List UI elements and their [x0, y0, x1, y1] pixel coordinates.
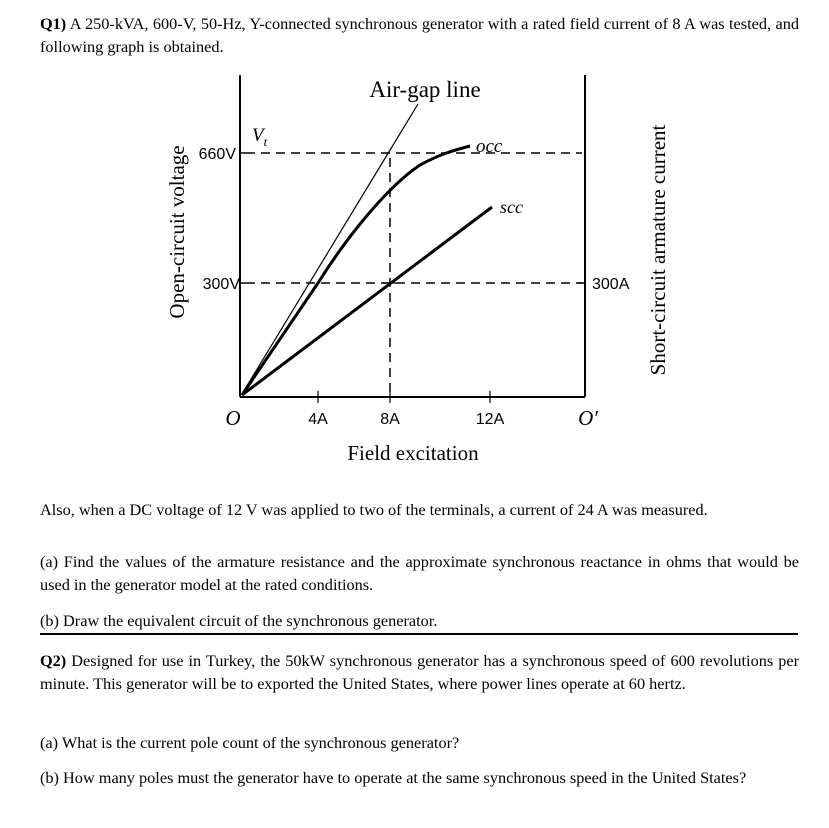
occ-label: occ — [476, 136, 503, 157]
q2-part-a: (a) What is the current pole count of the synchronous generator? — [40, 733, 460, 752]
q1-part-b: (b) Draw the equivalent circuit of the synchronous generator. — [40, 611, 438, 630]
occ-curve — [242, 146, 470, 395]
vt-label — [252, 125, 268, 149]
q2-label: Q2) — [40, 651, 67, 670]
q2-text: Designed for use in Turkey, the 50kW synchronous generator has a synchronous speed of 600 revolutions per minute. This generator will be to exported the United States, where power lines operate at 60 hertz. — [40, 651, 799, 693]
section-divider — [40, 633, 798, 635]
tick-label-12a: 12A — [475, 411, 505, 428]
q2-part-b: (b) How many poles must the generator have to operate at the same synchronous speed in the United States? — [40, 768, 747, 787]
scc-line — [242, 207, 492, 395]
vt-sub: t — [263, 134, 268, 149]
q1-text: A 250-kVA, 600-V, 50-Hz, Y-connected synchronous generator with a rated field current of 8 A was tested, and following graph is obtained. — [40, 14, 799, 56]
air-gap-label: Air-gap line — [369, 77, 481, 102]
q1-label: Q1) — [40, 14, 67, 33]
vt-main: V — [252, 125, 264, 146]
label-660v: 660V — [198, 146, 236, 163]
dc-test-paragraph: Also, when a DC voltage of 12 V was applied to two of the terminals, a current of 24 A was measured. — [40, 500, 708, 519]
scc-label: scc — [500, 197, 523, 217]
label-300a: 300A — [592, 276, 630, 293]
y-axis-title-left: Open-circuit voltage — [165, 145, 189, 319]
y-axis-title-right: Short-circuit armature current — [646, 124, 670, 376]
origin-label: O — [225, 406, 241, 430]
label-300v: 300V — [202, 276, 240, 293]
q1-part-a: (a) Find the values of the armature resistance and the approximate synchronous reactance in ohms that would be used in the generator model at the rated conditions. — [40, 552, 799, 594]
air-gap-line — [242, 104, 418, 394]
q2-paragraph — [40, 649, 799, 695]
origin-right-label: O′ — [578, 406, 598, 430]
tick-label-4a: 4A — [308, 411, 328, 428]
tick-label-8a: 8A — [380, 411, 400, 428]
x-axis-title: Field excitation — [347, 441, 479, 465]
